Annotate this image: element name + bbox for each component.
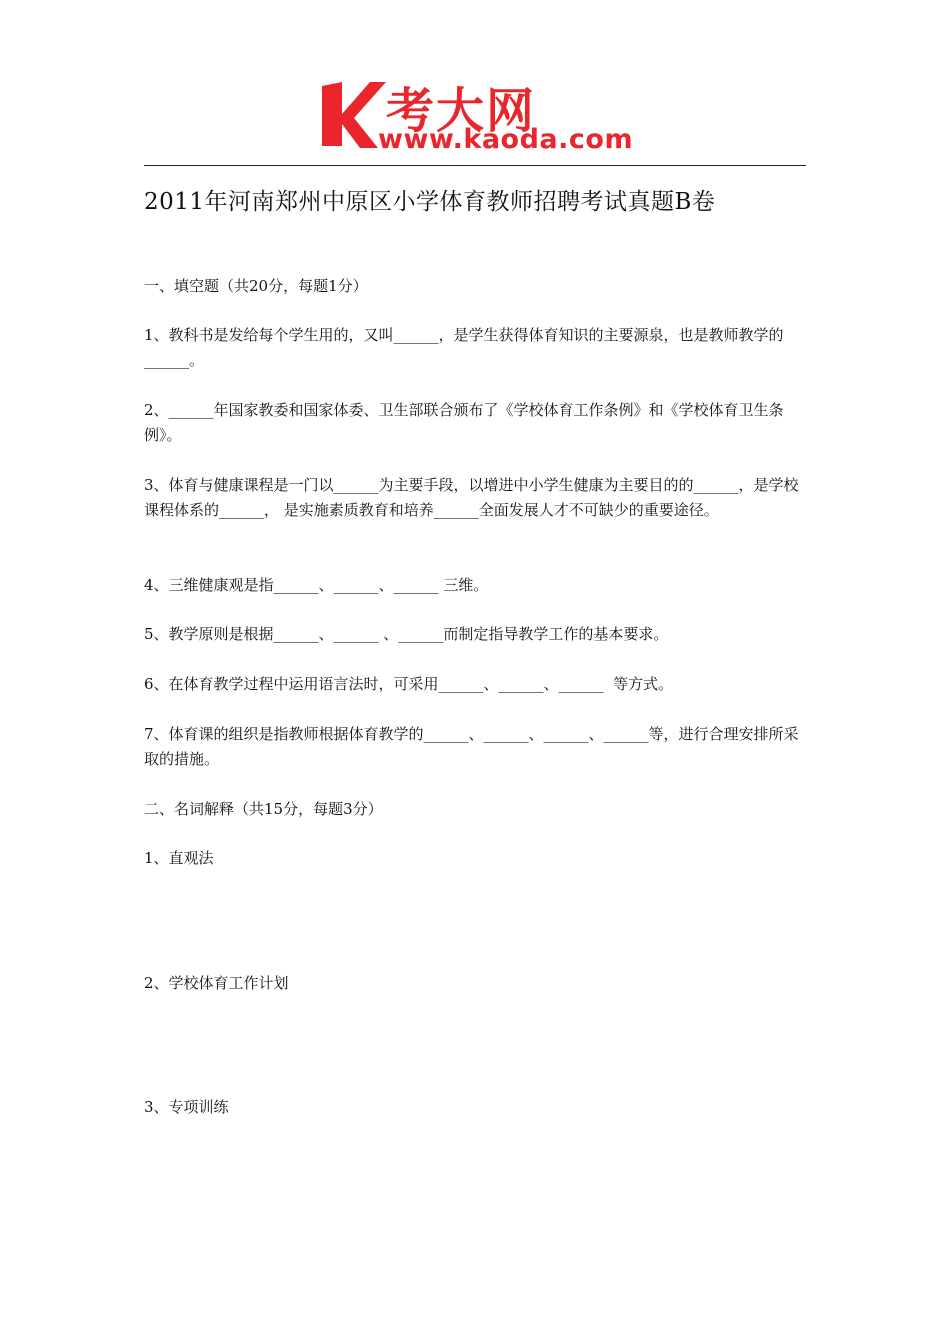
question-6: 6、在体育教学过程中运用语言法时，可采用______、______、______ 等方式。 bbox=[144, 675, 674, 693]
kaoda-logo bbox=[318, 78, 640, 160]
header-divider bbox=[144, 165, 806, 166]
term-2: 2、学校体育工作计划 bbox=[144, 974, 289, 992]
logo-brand-cn: 考大网 bbox=[386, 83, 537, 139]
term-3: 3、专项训练 bbox=[144, 1098, 229, 1116]
question-1: 1、教科书是发给每个学生用的，又叫______，是学生获得体育知识的主要源泉，也是教师教学的______。 bbox=[144, 326, 784, 369]
question-7: 7、体育课的组织是指教师根据体育教学的______、______、______、______等，进行合理安排所采取的措施。 bbox=[144, 725, 799, 768]
question-4: 4、三维健康观是指______、______、______ 三维。 bbox=[144, 576, 489, 594]
question-2: 2、______年国家教委和国家体委、卫生部联合颁布了《学校体育工作条例》和《学校体育卫生条例》。 bbox=[144, 401, 784, 444]
logo-brand-url: www.kaoda.com bbox=[378, 124, 634, 155]
section-heading-fill-blank: 一、填空题（共20分，每题1分） bbox=[144, 277, 368, 295]
section-heading-terms: 二、名词解释（共15分，每题3分） bbox=[144, 800, 383, 818]
term-1: 1、直观法 bbox=[144, 849, 214, 867]
document-title: 2011年河南郑州中原区小学体育教师招聘考试真题B卷 bbox=[144, 189, 716, 215]
question-3: 3、体育与健康课程是一门以______为主要手段，以增进中小学生健康为主要目的的______，是学校课程体系的______， 是实施素质教育和培养______全面发展人才不可缺少的重要途径。 bbox=[144, 476, 799, 519]
question-5: 5、教学原则是根据______、______ 、______而制定指导教学工作的基本要求。 bbox=[144, 625, 669, 643]
